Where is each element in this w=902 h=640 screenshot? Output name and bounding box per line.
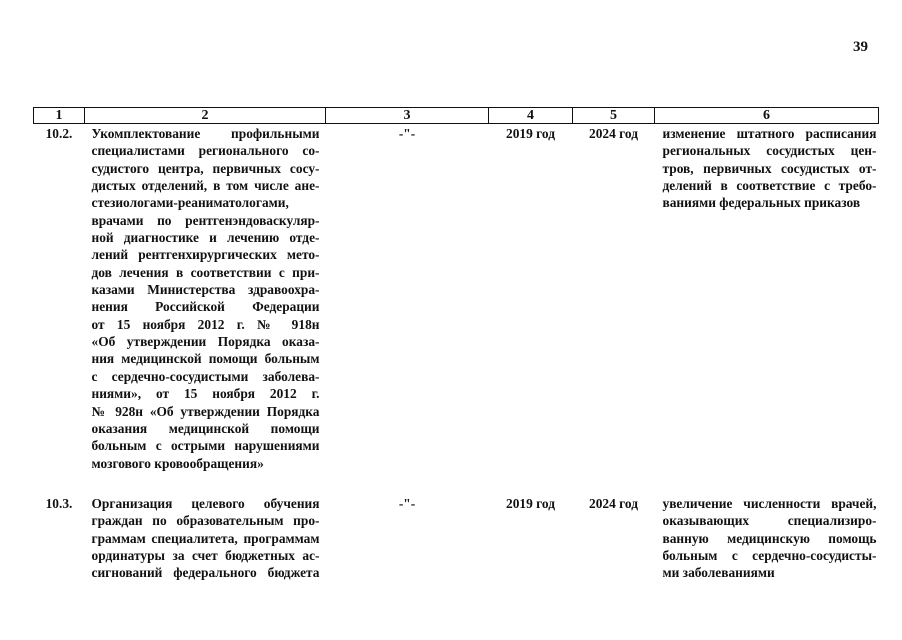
description-line: «Об утверждении Порядка оказа- <box>91 334 320 350</box>
description-line: граждан по образовательным про- <box>91 513 320 529</box>
description-line: специалистами регионального со- <box>91 143 320 159</box>
description-line: сигнований федерального бюджета <box>91 565 320 581</box>
description-line: ординатуры за счет бюджетных ас- <box>91 547 320 563</box>
result-line: увеличение численности врачей, <box>662 495 877 511</box>
column-header-5: 5 <box>573 108 655 124</box>
description-line: судистого центра, первичных сосу- <box>91 160 320 176</box>
result-line: больным с сердечно-сосудисты- <box>662 547 877 563</box>
description-line: врачами по рентгенэндоваскуляр- <box>91 212 320 228</box>
measures-table <box>33 107 879 582</box>
description-line: дистых отделений, в том числе ане- <box>91 178 320 194</box>
executor-ditto: -"- <box>398 126 416 141</box>
description-line: казами Министерства здравоохра- <box>91 282 320 298</box>
description-line: Организация целевого обучения <box>91 495 320 511</box>
executor-ditto: -"- <box>398 495 416 511</box>
end-year: 2024 год <box>589 495 638 511</box>
description-line: стезиологами-реаниматологами, <box>91 195 289 211</box>
table-row <box>34 124 879 472</box>
row-spacer <box>34 472 879 494</box>
result-line: делений в соответствие с требо- <box>662 178 877 194</box>
description-line: Укомплектование профильными <box>91 126 320 141</box>
column-header-1: 1 <box>34 108 85 124</box>
description-line: мозгового кровообращения» <box>91 455 264 471</box>
description-line: граммам специалитета, программам <box>91 530 320 546</box>
row-number: 10.3. <box>45 495 73 511</box>
page-number: 39 <box>853 39 868 55</box>
result-line: ванную медицинскую помощь <box>662 530 877 546</box>
table-row <box>34 494 879 582</box>
description-line: ной диагностике и лечению отде- <box>91 230 320 246</box>
description-line: с сердечно-сосудистыми заболева- <box>91 368 320 384</box>
expected-result <box>655 124 879 472</box>
end-year: 2024 год <box>589 126 638 141</box>
expected-result <box>655 494 879 582</box>
column-header-6: 6 <box>655 108 879 124</box>
column-header-2: 2 <box>85 108 326 124</box>
description-line: нения Российской Федерации <box>91 299 320 315</box>
result-line: оказывающих специализиро- <box>662 513 877 529</box>
column-header-3: 3 <box>326 108 489 124</box>
result-line: ми заболеваниями <box>662 565 775 581</box>
row-number: 10.2. <box>45 126 73 141</box>
description-line: ния медицинской помощи больным <box>91 351 320 367</box>
description-line: от 15 ноября 2012 г. № 918н <box>91 316 320 332</box>
description-line: дов лечения в соответствии с при- <box>91 264 320 280</box>
column-header-4: 4 <box>489 108 573 124</box>
description-line: оказания медицинской помощи <box>91 420 320 436</box>
result-line: региональных сосудистых цен- <box>662 143 877 159</box>
result-line: изменение штатного расписания <box>662 126 877 141</box>
start-year: 2019 год <box>506 495 555 511</box>
description-line: ниями», от 15 ноября 2012 г. <box>91 386 320 402</box>
description-line: № 928н «Об утверждении Порядка <box>91 403 320 419</box>
header-row <box>34 108 879 124</box>
measure-description <box>85 494 326 582</box>
measure-description <box>85 124 326 472</box>
result-line: тров, первичных сосудистых от- <box>662 160 877 176</box>
description-line: лений рентгенхирургических мето- <box>91 247 320 263</box>
description-line: больным с острыми нарушениями <box>91 438 320 454</box>
result-line: ваниями федеральных приказов <box>662 195 861 211</box>
start-year: 2019 год <box>506 126 555 141</box>
